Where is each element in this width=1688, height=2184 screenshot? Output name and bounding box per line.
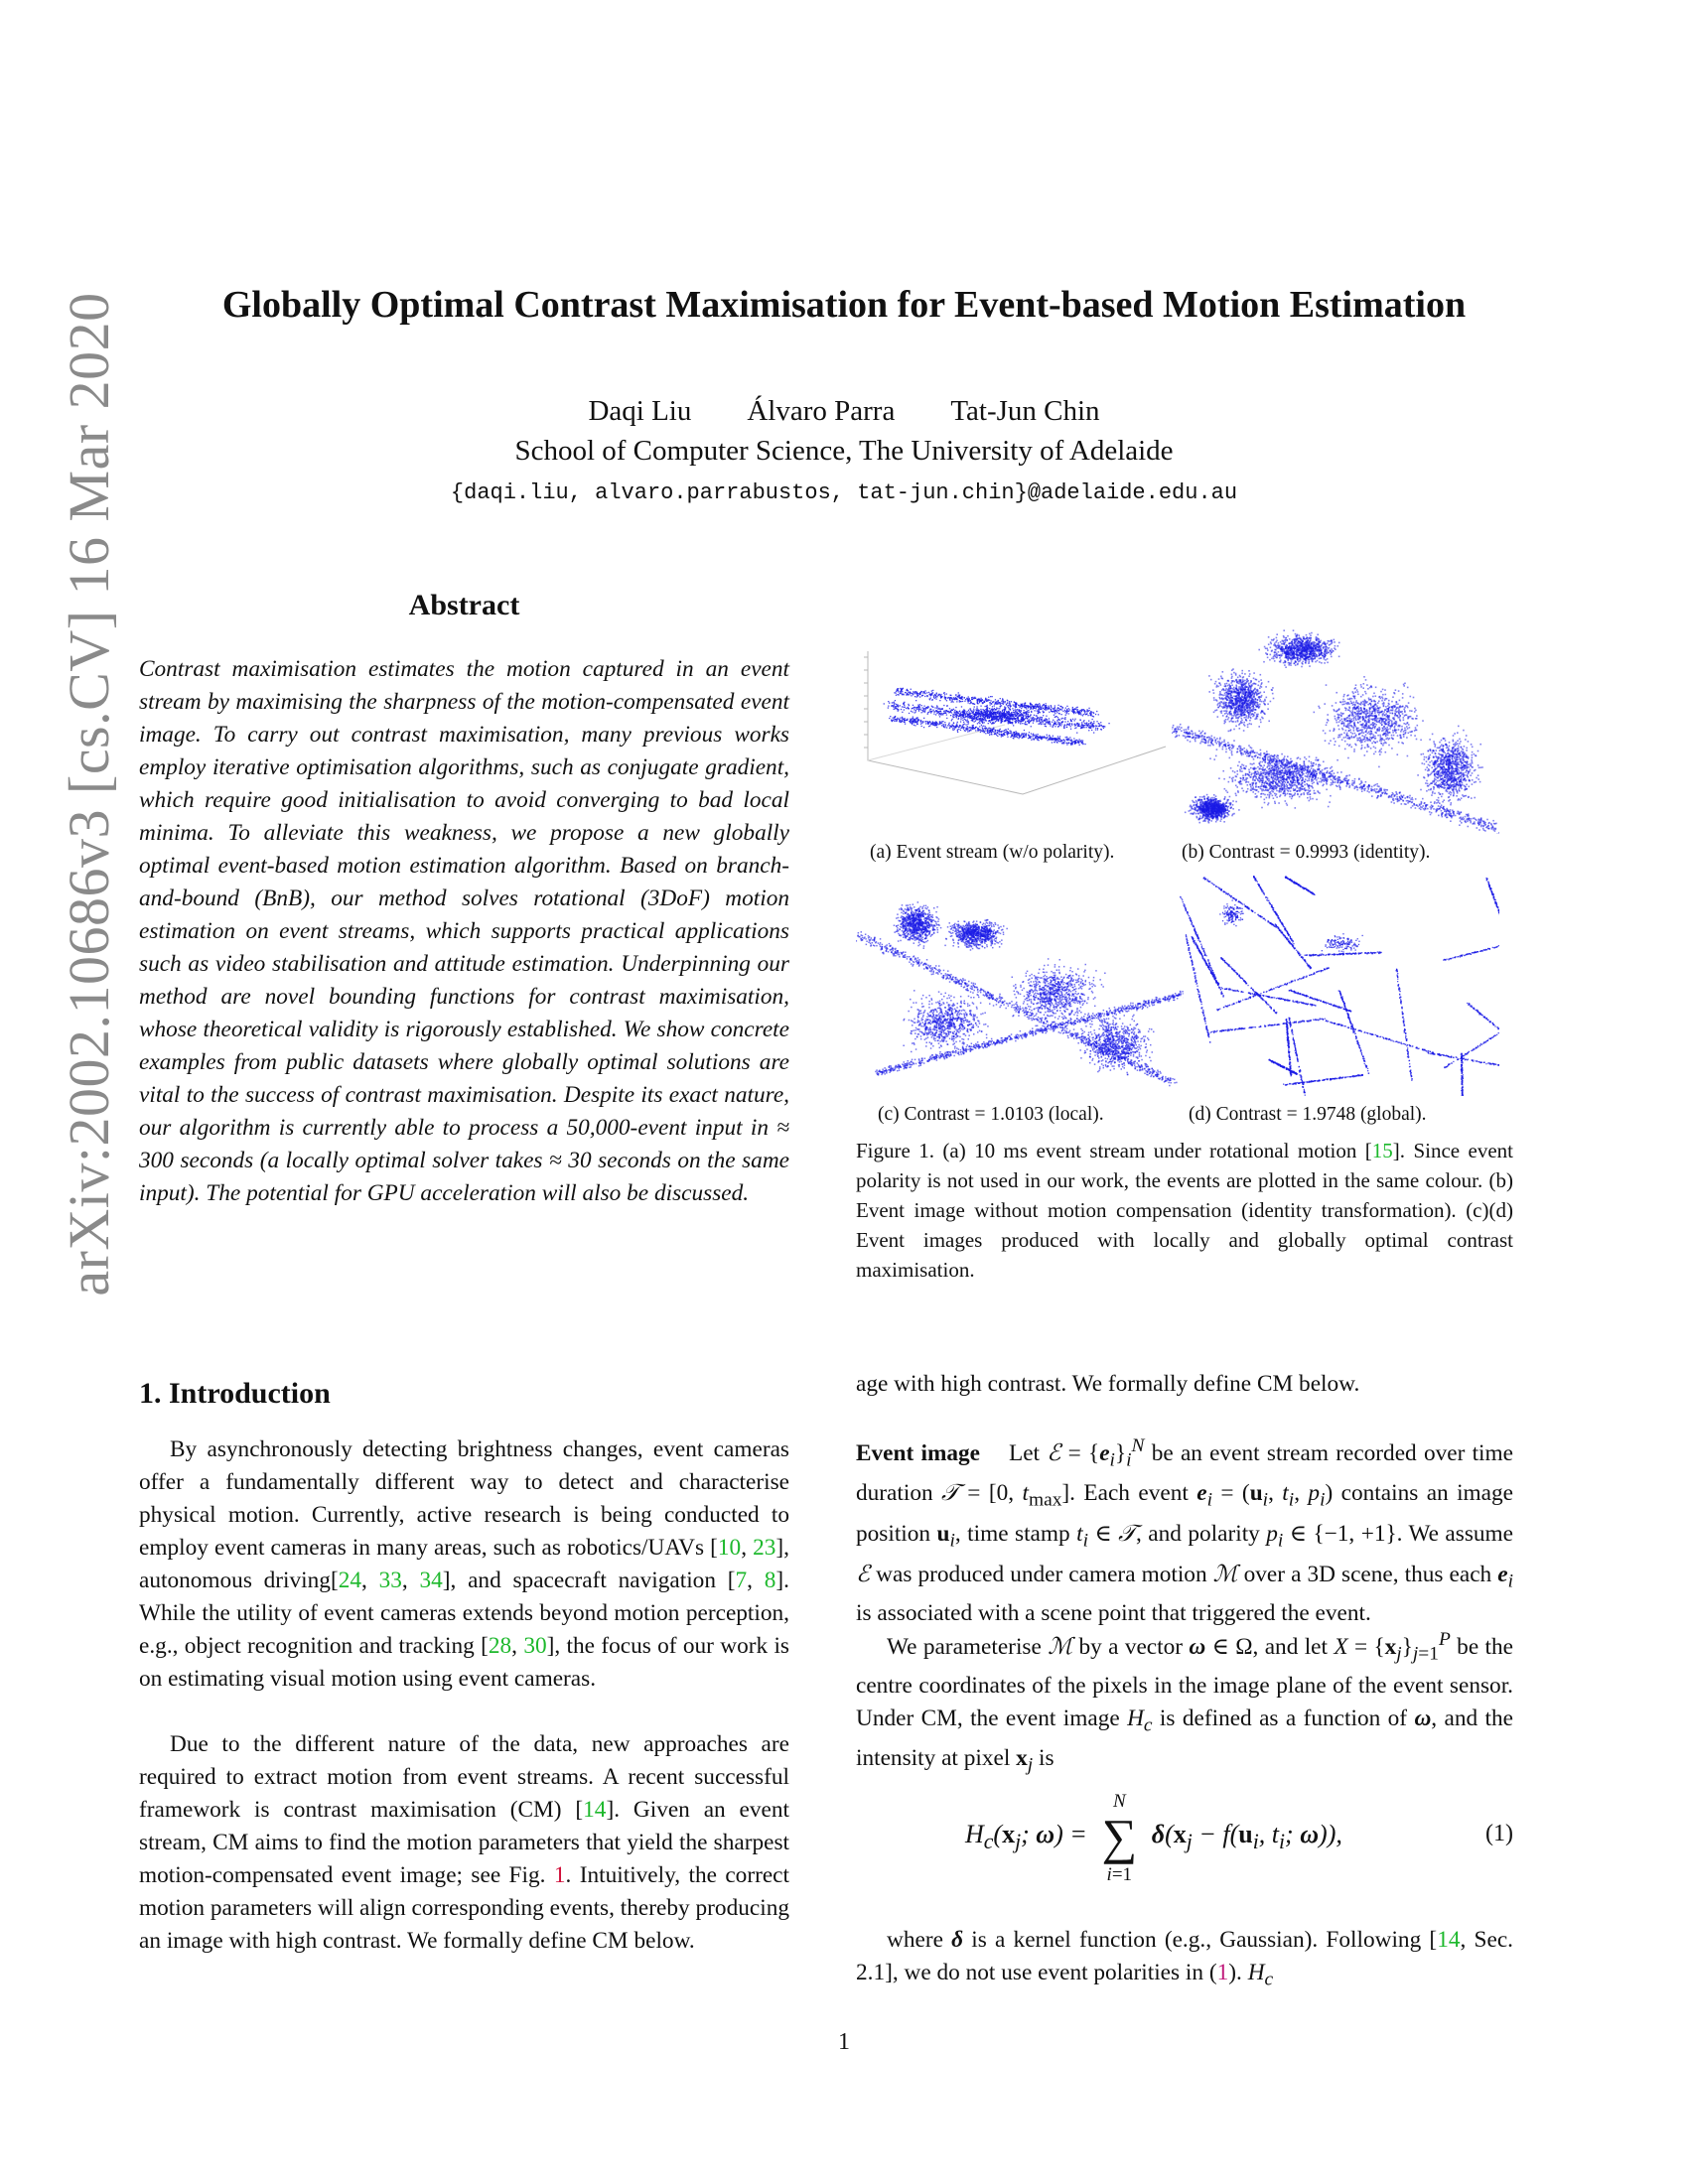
citation-link[interactable]: 15 <box>1371 1139 1393 1162</box>
paper-title: Globally Optimal Contrast Maximisation for Event-based Motion Estimation <box>221 284 1467 326</box>
arxiv-identifier-stamp: arXiv:2002.10686v3 [cs.CV] 16 Mar 2020 <box>57 292 121 1297</box>
subcaption-d: (d) Contrast = 1.9748 (global). <box>1189 1104 1427 1125</box>
subcaption-b: (b) Contrast = 0.9993 (identity). <box>1182 842 1431 863</box>
figure-panel-a-event-stream <box>856 643 1170 802</box>
citation-link[interactable]: 14 <box>1437 1927 1461 1953</box>
event-stream-3d-plot <box>856 643 1170 802</box>
equation-number: (1) <box>1485 1821 1513 1846</box>
citation-link[interactable]: 23 <box>753 1535 776 1561</box>
citation-link[interactable]: 24 <box>338 1568 361 1593</box>
author-name: Daqi Liu <box>588 395 692 427</box>
equation-body: $H_c(x_j$; ω) = N ∑ i=1 $\delta(x_j - f(u_i$, $t_i$; ω)), <box>965 1791 1342 1885</box>
citation-link[interactable]: 14 <box>583 1797 607 1823</box>
abstract-text: Contrast maximisation estimates the motion captured in an event stream by maximising the sharpness of the motion-compensated event image. To carry out contrast maximisation, many previous works employ iterative optimisation algorithms, such as conjugate gradient, which require good initialisation to avoid converging to bad local minima. To alleviate this weakness, we propose a new globally optimal event-based motion estimation algorithm. Based on branch-and-bound (BnB), our method solves rotational (3DoF) motion estimation on event streams, which supports practical applications such as video stabilisation and attitude estimation. Underpinning our method are novel bounding functions for contrast maximisation, whose theoretical validity is rigorously established. We show concrete examples from public datasets where globally optimal solutions are vital to the success of contrast maximisation. Despite its exact nature, our algorithm is currently able to process a 50,000-event input in ≈ 300 seconds (a locally optimal solver takes ≈ 30 seconds on the same input). The potential for GPU acceleration will also be discussed. <box>139 656 789 1206</box>
event-image-identity <box>1172 610 1499 834</box>
citation-link[interactable]: 7 <box>735 1568 748 1593</box>
paragraph-heading: Event image <box>856 1439 980 1466</box>
intro-paragraph-1: By asynchronously detecting brightness changes, event cameras offer a fundamentally different way to detect and characterise physical motion. Currently, active research is being conducted to employ event cameras in many areas, such as robotics/UAVs [10, 23], autonomous driving[24, 33, 34], and spacecraft navigation [7, 8]. While the utility of event cameras extends beyond motion perception, e.g., object recognition and tracking [28, 30], the focus of our work is on estimating visual motion using event cameras. <box>139 1436 789 1692</box>
event-image-local <box>856 874 1184 1096</box>
subcaption-a: (a) Event stream (w/o polarity). <box>870 842 1115 863</box>
citation-link[interactable]: 30 <box>523 1633 547 1659</box>
citation-link[interactable]: 10 <box>717 1535 742 1561</box>
equation-1 <box>856 1777 1513 1896</box>
intro-paragraph-2-continued: age with high contrast. We formally define CM below. <box>856 1371 1360 1397</box>
event-image-paragraph: Event image Let ℰ = $\{e_i\}_i^N$ be an event stream recorded over time duration 𝒯 = [0, $t_{max}$]. Each event $e_i = (u_i$, $t_i$, $p_i$) contains an image position $u_i$, time stamp $t_i$ ∈ 𝒯, and polarity $p_i$ ∈ {−1, +1}. We assume ℰ was produced under camera motion ℳ over a 3D scene, thus each $e_i$ is associated with a scene point that triggered the event. <box>856 1435 1514 1627</box>
citation-link[interactable]: 28 <box>488 1633 512 1659</box>
citation-link[interactable]: 34 <box>419 1568 443 1593</box>
citation-link[interactable]: 8 <box>764 1568 776 1593</box>
author-emails: {daqi.liu, alvaro.parrabustos, tat-jun.chin}@adelaide.edu.au <box>450 480 1238 505</box>
parameterisation-paragraph: We parameterise ℳ by a vector ω ∈ Ω, and let $X = \{x_j\}_{j=1}^P$ be the centre coordinates of the pixels in the image plane of the event sensor. Under CM, the event image $H_c$ is defined as a function of ω, and the intensity at pixel $x_j$ is <box>856 1629 1513 1776</box>
author-name: Álvaro Parra <box>747 395 896 427</box>
subcaption-c: (c) Contrast = 1.0103 (local). <box>878 1104 1104 1125</box>
author-name: Tat-Jun Chin <box>950 395 1100 427</box>
figure-panel-d-global <box>1172 874 1499 1096</box>
equation-reference-link[interactable]: 1 <box>1216 1960 1229 1985</box>
abstract-heading: Abstract <box>408 589 520 621</box>
figure-reference-link[interactable]: 1 <box>553 1862 566 1888</box>
event-image-global <box>1172 874 1499 1096</box>
section-heading-introduction: 1. Introduction <box>139 1377 331 1410</box>
page-number: 1 <box>838 2029 850 2055</box>
figure-caption: Figure 1. (a) 10 ms event stream under rotational motion [15]. Since event polarity is not used in our work, the events are plotted in the same colour. (b) Event image without motion compensation (identity transformation). (c)(d) Event images produced with locally and globally optimal contrast maximisation. <box>856 1139 1513 1282</box>
figure-panel-c-local <box>856 874 1184 1096</box>
intro-paragraph-2: Due to the different nature of the data, new approaches are required to extract motion from event streams. A recent successful framework is contrast maximisation (CM) [14]. Given an event stream, CM aims to find the motion parameters that yield the sharpest motion-compensated event image; see Fig. 1. Intuitively, the correct motion parameters will align corresponding events, thereby producing an image with high contrast. We formally define CM below. <box>139 1731 789 1954</box>
citation-link[interactable]: 33 <box>378 1568 402 1593</box>
post-equation-paragraph: where δ is a kernel function (e.g., Gaussian). Following [14, Sec. 2.1], we do not use event polarities in (1). $H_c$ <box>856 1927 1513 1990</box>
figure-panel-b-identity <box>1172 610 1499 834</box>
affiliation: School of Computer Science, The University of Adelaide <box>514 435 1174 467</box>
author-list <box>0 395 1688 428</box>
